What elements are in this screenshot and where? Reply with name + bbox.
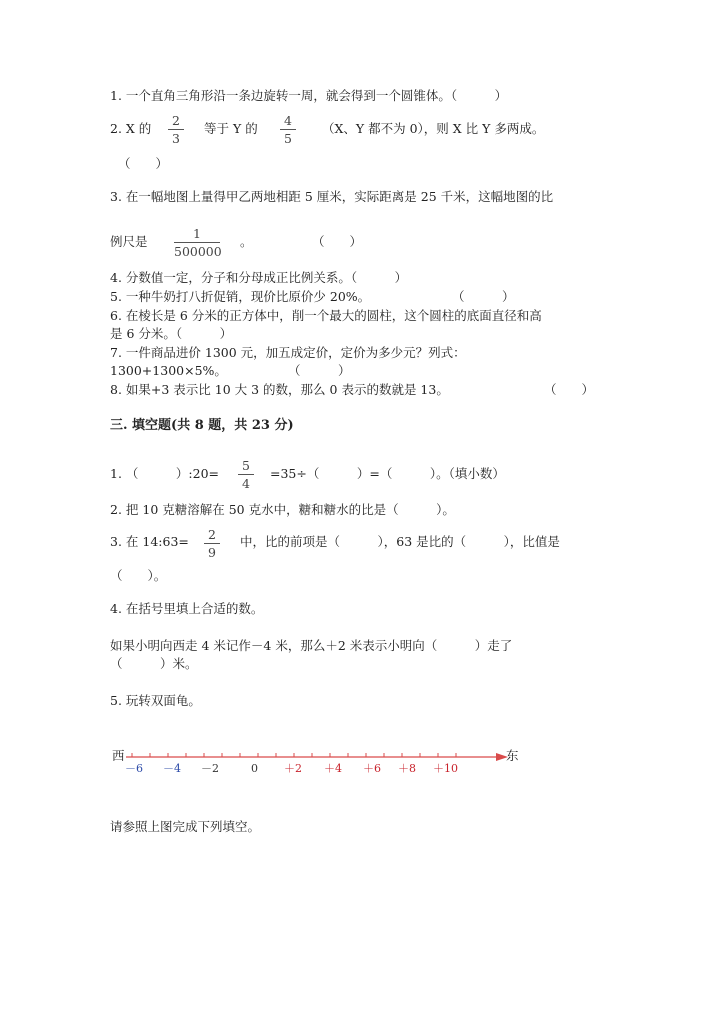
tick-label-neg2: －2 <box>201 762 219 775</box>
judge-q2-fraction-1: 2 3 <box>168 113 184 146</box>
judge-q2-blank: （ ） <box>118 156 169 171</box>
tick-label-neg6: －6 <box>125 762 143 775</box>
judge-q1: 1. 一个直角三角形沿一条边旋转一周，就会得到一个圆锥体。（ ） <box>110 88 508 103</box>
judge-q2-fraction-2: 4 5 <box>280 113 296 146</box>
judge-q3-c: 。 <box>240 234 253 249</box>
tick-label-neg4: －4 <box>163 762 181 775</box>
tick-label-zero: 0 <box>251 762 258 775</box>
judge-q2-c: （X、Y 都不为 0），则 X 比 Y 多两成。 <box>322 121 545 136</box>
fill-q4-line1: 如果小明向西走 4 米记作－4 米，那么＋2 米表示小明向（ ）走了 <box>110 638 513 653</box>
judge-q8-blank: （ ） <box>544 382 595 397</box>
judge-q8: 8. 如果+3 表示比 10 大 3 的数，那么 0 表示的数就是 13。 <box>110 382 449 397</box>
judge-q7-line2: 1300+1300×5%。 <box>110 363 227 378</box>
tick-label-pos2: ＋2 <box>284 762 302 775</box>
judge-q3-line1: 3. 在一幅地图上量得甲乙两地相距 5 厘米，实际距离是 25 千米，这幅地图的比 <box>110 189 554 204</box>
fill-q1-a: 1. （ ）:20= <box>110 466 219 481</box>
fill-q3-line2: （ ）。 <box>110 568 167 583</box>
fill-q5-title: 5. 玩转双面龟。 <box>110 693 201 708</box>
judge-q5-blank: （ ） <box>452 289 515 304</box>
judge-q3-b: 例尺是 <box>110 234 148 249</box>
judge-q4: 4. 分数值一定，分子和分母成正比例关系。（ ） <box>110 270 408 285</box>
tick-label-pos4: ＋4 <box>324 762 342 775</box>
fill-q3-a: 3. 在 14:63= <box>110 534 189 549</box>
fill-q1-b: =35÷（ ）=（ ）。（填小数） <box>270 466 505 481</box>
judge-q5: 5. 一种牛奶打八折促销，现价比原价少 20%。 <box>110 289 371 304</box>
fill-q4-title: 4. 在括号里填上合适的数。 <box>110 601 264 616</box>
tick-label-pos6: ＋6 <box>363 762 381 775</box>
tick-label-pos10: ＋10 <box>433 762 458 775</box>
section-3-heading: 三. 填空题(共 8 题，共 23 分) <box>110 418 294 433</box>
number-line-west-label: 西 <box>112 748 125 763</box>
fill-q4-line2: （ ）米。 <box>110 656 198 671</box>
judge-q2-b: 等于 Y 的 <box>204 121 258 136</box>
judge-q2-a: 2. X 的 <box>110 121 152 136</box>
fill-q2: 2. 把 10 克糖溶解在 50 克水中，糖和糖水的比是（ ）。 <box>110 502 455 517</box>
judge-q7-line1: 7. 一件商品进价 1300 元，加五成定价，定价为多少元？列式： <box>110 345 466 360</box>
fill-q5-instruction: 请参照上图完成下列填空。 <box>110 819 261 834</box>
judge-q3-fraction: 1 500000 <box>174 226 222 259</box>
judge-q6-line1: 6. 在棱长是 6 分米的正方体中，削一个最大的圆柱，这个圆柱的底面直径和高 <box>110 308 542 323</box>
judge-q7-blank: （ ） <box>288 363 351 378</box>
judge-q3-blank: （ ） <box>312 234 363 249</box>
fill-q3-fraction: 2 9 <box>204 527 220 560</box>
tick-label-pos8: ＋8 <box>398 762 416 775</box>
judge-q6-line2: 是 6 分米。（ ） <box>110 326 233 341</box>
fill-q3-b: 中，比的前项是（ ），63 是比的（ ），比值是 <box>240 534 560 549</box>
fill-q1-fraction: 5 4 <box>238 458 254 491</box>
number-line-east-label: 东 <box>506 748 519 763</box>
